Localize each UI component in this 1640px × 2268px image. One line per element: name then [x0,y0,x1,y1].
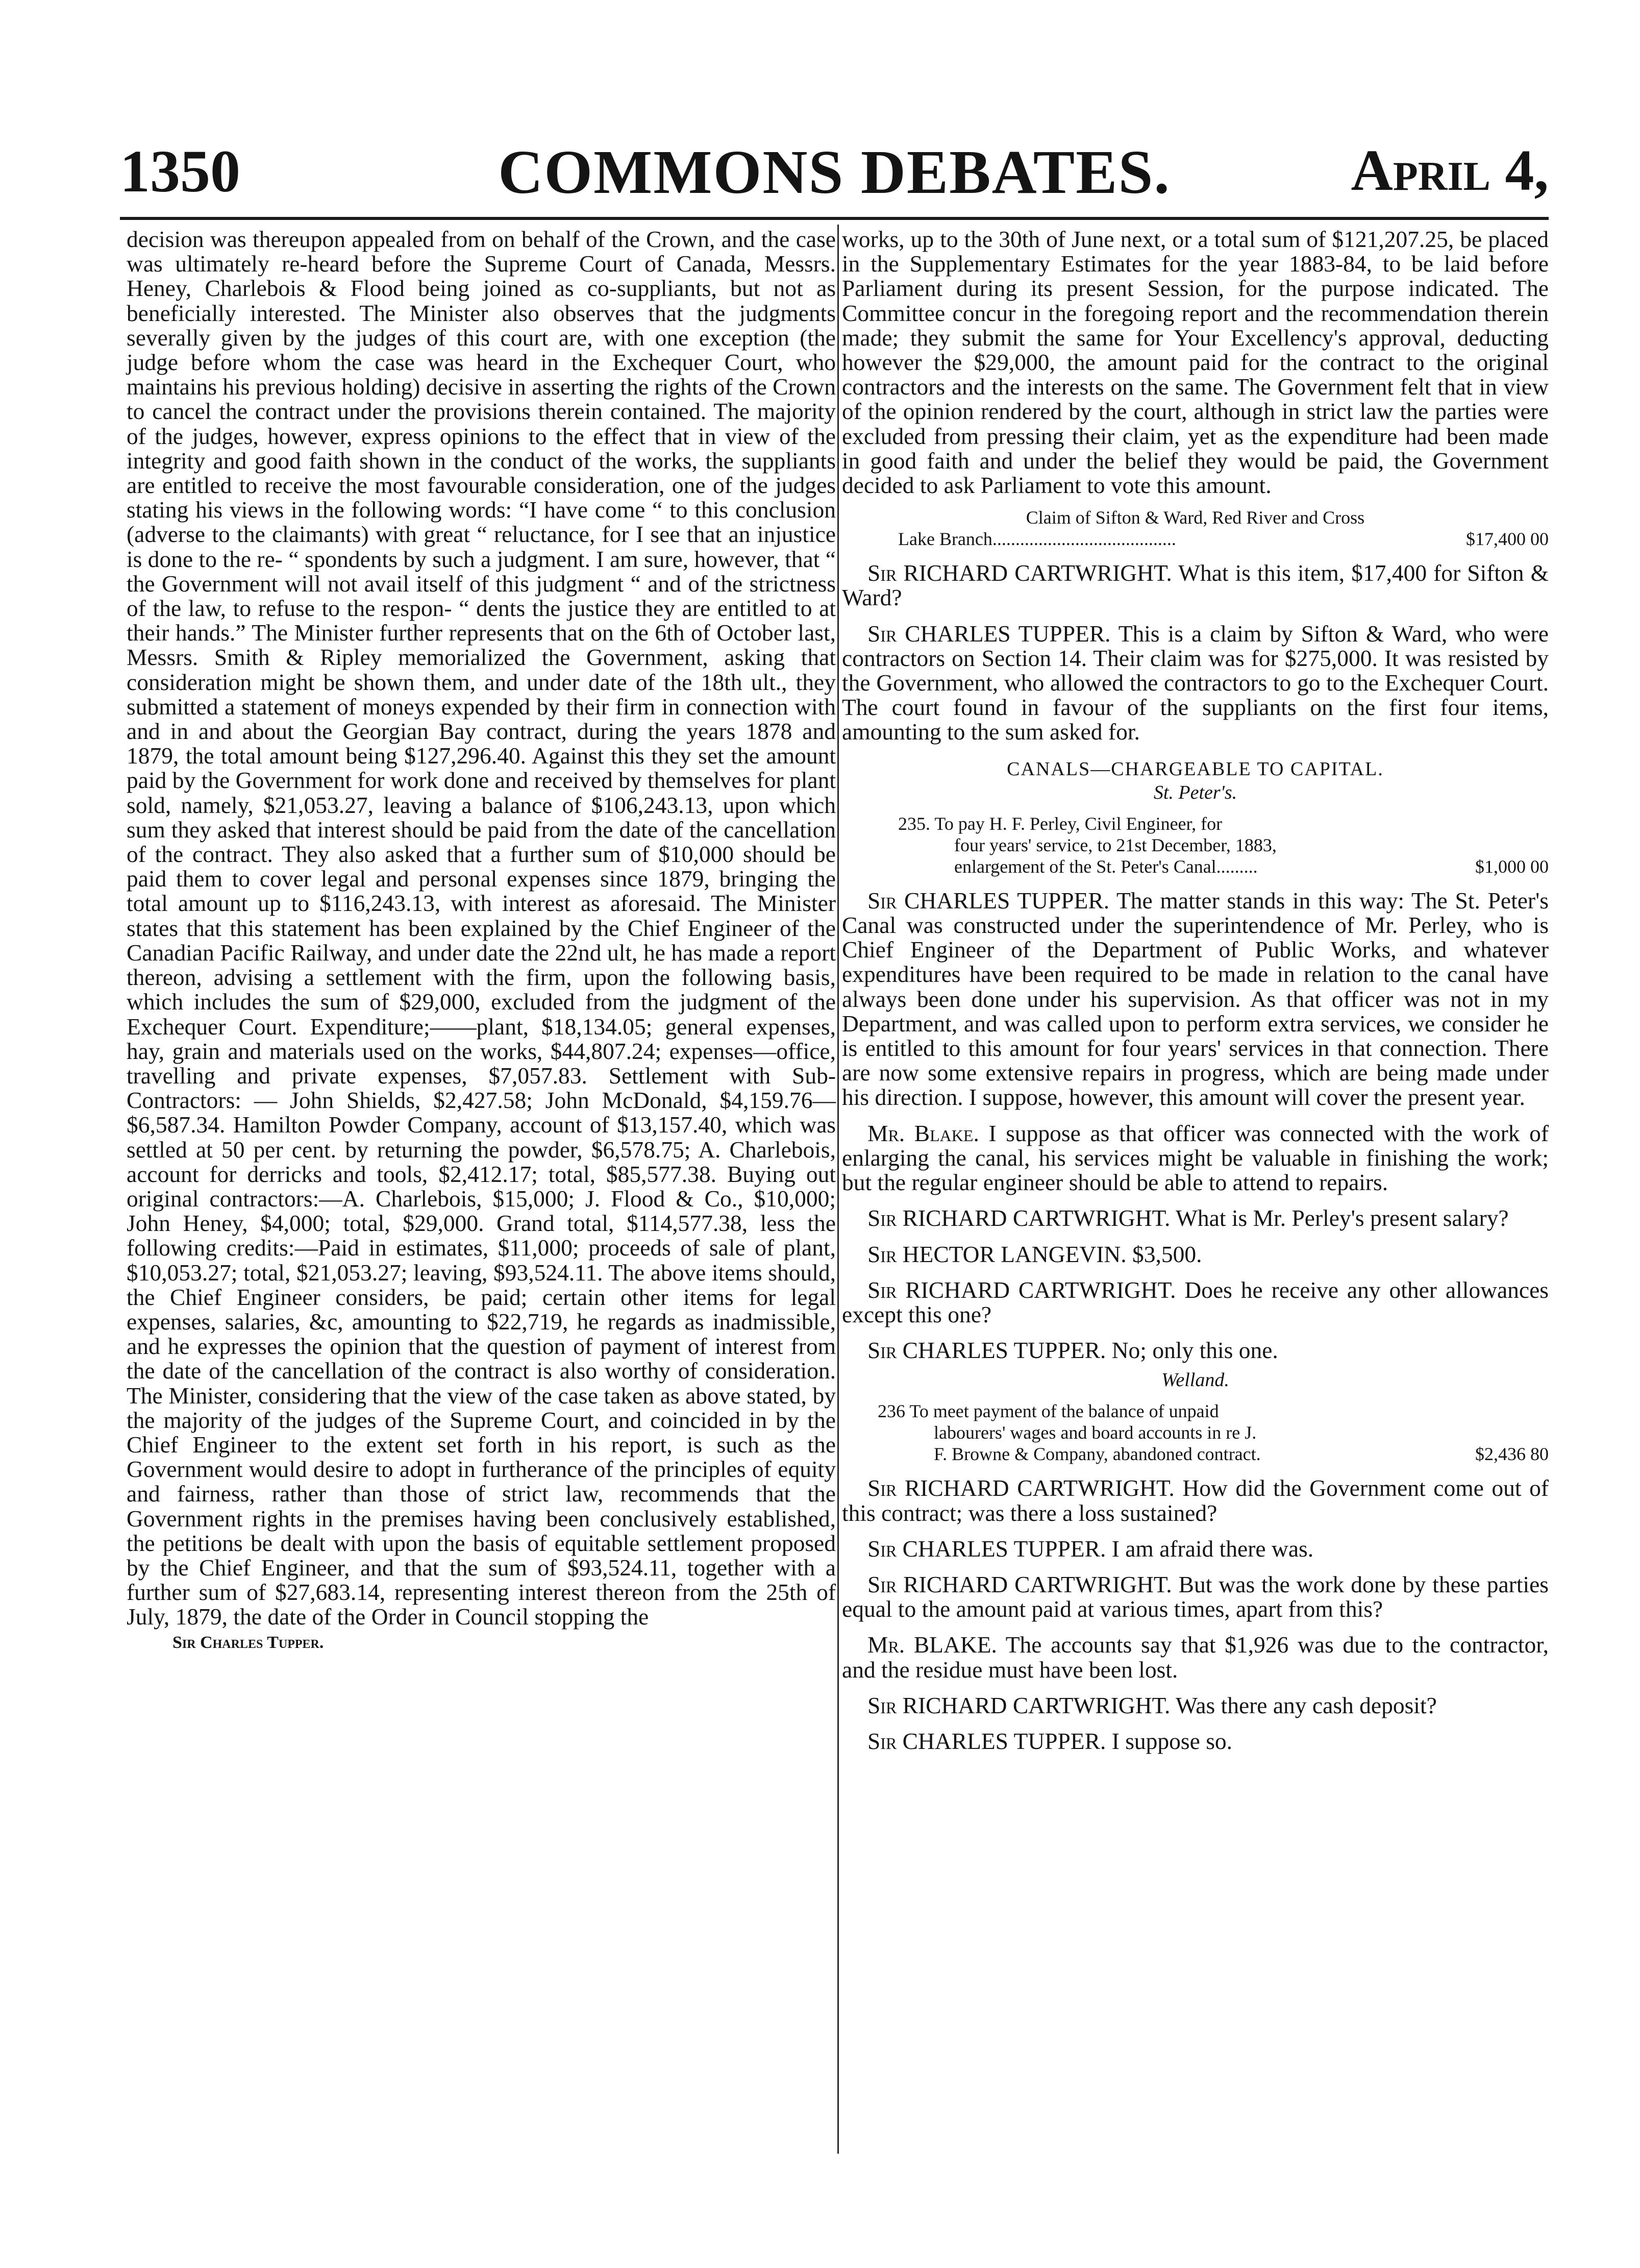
speech-text: What is this item, $17,400 for Sifton & Ward? [842,560,1549,611]
speech-text: Was there any cash deposit? [1175,1692,1437,1718]
signature-footnote: Sir Charles Tupper. [172,1633,324,1652]
speech [842,1121,1549,1195]
right-column [842,227,1549,1754]
speech [842,889,1549,1110]
speech-text: But was the work done by these parties equal to the amount paid at various times, apart from this? [842,1571,1549,1622]
page-number: 1350 [120,138,240,205]
speech-text: I suppose as that officer was connected with the work of enlarging the canal, his services might be valuable in finishing the work; but the regular engineer should be able to attend to repairs. [842,1120,1549,1196]
speaker-name: Mr. BLAKE. [867,1632,997,1658]
item-amount: $17,400 00 [1466,529,1549,550]
column-divider [837,225,839,2154]
speaker-name: Mr. Blake. [867,1120,979,1146]
speech [842,1206,1549,1230]
section-subheading: St. Peter's. [1153,781,1237,803]
speaker-name: Sir CHARLES TUPPER. [867,1337,1106,1364]
speech [842,1572,1549,1621]
speech [842,1278,1549,1327]
speaker-name: Sir HECTOR LANGEVIN. [867,1241,1127,1267]
speech-text: No; only this one. [1111,1337,1278,1364]
estimate-item-sifton-ward: Claim of Sifton & Ward, Red River and Cross Lake Branch........................................ $17,400 00 [898,507,1549,550]
speech [842,1338,1549,1363]
speech [842,1693,1549,1718]
speech-text: This is a claim by Sifton & Ward, who were contractors on Section 14. Their claim was for $275,000. It was resisted by the Government, who allowed the contractors to go to the Exchequer Court. The court found in favour of the suppliants on the first four items, amounting to the sum asked for. [842,620,1549,745]
speaker-name: Sir RICHARD CARTWRIGHT. [867,1571,1172,1597]
header-rule [120,217,1549,220]
speech [842,622,1549,745]
speaker-name: Sir CHARLES TUPPER. [867,887,1110,914]
speech-text: I am afraid there was. [1111,1535,1314,1562]
estimate-item-236: 236 To meet payment of the balance of unpaid labourers' wages and board accounts in re J. F. Browne & Company, abandoned contract. $2,436 80 [878,1401,1549,1465]
speech [842,1729,1549,1754]
speech-text: $3,500. [1132,1241,1202,1267]
speaker-name: Sir RICHARD CARTWRIGHT. [867,560,1172,586]
speaker-name: Sir CHARLES TUPPER. [867,620,1111,647]
speech-text: What is Mr. Perley's present salary? [1175,1205,1509,1231]
speech [842,561,1549,610]
left-body-text: decision was thereupon appealed from on behalf of the Crown, and the case was ultimately re-heard before the Supreme Court of Canada, Messrs. Heney, Charlebois & Flood being joined as co-suppliants, but not as beneficially interested. The Minister also observes that the judgments severally given by the judges of this court are, with one exception (the judge before whom the case was heard in the Exchequer Court, who maintains his previous holding) decisive in asserting the rights of the Crown to cancel the contract under the provisions therein contained. The majority of the judges, however, express opinions to the effect that in view of the integrity and good faith shown in the conduct of the works, the suppliants are entitled to receive the most favourable consideration, one of the judges stating his views in the following words: “I have come “ to this conclusion (adverse to the claimants) with great “ reluctance, for I see that an injustice is done to the re- “ spondents by such a judgment. I am sure, however, that “ the Government will not avail itself of this judgment “ and of the strictness of the law, to refuse to the respon- “ dents the justice they are entitled to at their hands.” The Minister further represents that on the 6th of October last, Messrs. Smith & Ripley memorialized the Government, asking that consideration might be shown them, and under date of the 18th ult., they submitted a statement of moneys expended by their firm in connection with and in and about the Georgian Bay contract, during the years 1878 and 1879, the total amount being $127,296.40. Against this they set the amount paid by the Government for work done and received by themselves for plant sold, namely, $21,053.27, leaving a balance of $106,243.13, upon which sum they asked that interest should be paid from the date of the cancellation of the contract. They also asked that a further sum of $10,000 should be paid them to cover legal and personal expenses since 1879, bringing the total amount up to $116,243.13, with interest as aforesaid. The Minister states that this statement has been explained by the Chief Engineer of the Canadian Pacific Railway, and under date the 22nd ult, he has made a report thereon, advising a settlement with the firm, upon the following basis, which includes the sum of $29,000, excluded from the judgment of the Exchequer Court. Expenditure;——plant, $18,134.05; general expenses, hay, grain and materials used on the works, $44,807.24; expenses—office, travelling and private expenses, $7,057.83. Settlement with Sub-Contractors: — John Shields, $2,427.58; John McDonald, $4,159.76—$6,587.34. Hamilton Powder Company, account of $13,157.40, which was settled at 50 per cent. by returning the powder, $6,578.75; A. Charlebois, account for derricks and tools, $2,412.17; total, $85,577.38. Buying out original contractors:—A. Charlebois, $15,000; J. Flood & Co., $10,000; John Heney, $4,000; total, $29,000. Grand total, $114,577.38, less the following credits:—Paid in estimates, $11,000; proceeds of sale of plant, $10,053.27; total, $21,053.27; leaving, $93,524.11. The above items should, the Chief Engineer considers, be paid; certain other items for legal expenses, salaries, &c, amounting to $22,719, he regards as inadmissible, and he expresses the opinion that the question of payment of interest from the date of the cancellation of the contract is also worthy of consideration. The Minister, considering that the view of the case taken as above stated, by the majority of the judges of the Supreme Court, and coincided in by the Chief Engineer to the extent set forth in his report, is such as the Government would desire to adopt in furtherance of the principles of equity and fairness, rather than those of strict law, recommends that the Government rights in the premises having been conclusively established, the petitions be dealt with upon the basis of equitable settlement proposed by the Chief Engineer, and that the sum of $93,524.11, together with a further sum of $27,683.14, representing interest thereon from the 25th of July, 1879, the date of the Order in Council stopping the [127,226,836,1630]
section-subheading: Welland. [1161,1369,1229,1391]
page-title: COMMONS DEBATES. [498,138,1171,207]
speech-text: The accounts say that $1,926 was due to the contractor, and the residue must have been lost. [842,1632,1549,1683]
speech-text: How did the Government come out of this contract; was there a loss sustained? [842,1475,1549,1526]
speaker-name: Sir RICHARD CARTWRIGHT. [867,1276,1176,1303]
item-amount: $2,436 80 [1475,1444,1549,1465]
page-header [120,137,1549,213]
left-column [127,227,836,1653]
speaker-name: Sir CHARLES TUPPER. [867,1728,1106,1754]
speaker-name: Sir RICHARD CARTWRIGHT. [867,1205,1171,1231]
section-heading: CANALS—CHARGEABLE TO CAPITAL. [1007,758,1384,780]
speech-text: The matter stands in this way: The St. Peter's Canal was constructed under the superintendence of Mr. Perley, who is Chief Engineer of the Department of Public Works, and whatever expenditures have been required to be made in relation to the canal have always been done under his supervision. As that officer was not in my Department, and was called upon to perform extra services, we consider he is entitled to this amount for four years' services in that connection. There are now some extensive repairs in progress, which are being made under his direction. I suppose, however, this amount will cover the present year. [842,887,1549,1111]
speech [842,1242,1549,1267]
page-date: April 4, [1351,138,1549,203]
speech [842,1476,1549,1525]
speaker-name: Sir RICHARD CARTWRIGHT. [867,1475,1175,1501]
speaker-name: Sir CHARLES TUPPER. [867,1535,1106,1562]
speech [842,1633,1549,1682]
speech-text: I suppose so. [1111,1728,1233,1754]
speaker-name: Sir RICHARD CARTWRIGHT. [867,1692,1171,1718]
speech [842,1537,1549,1561]
item-amount: $1,000 00 [1475,856,1549,877]
speech-text: Does he receive any other allowances except this one? [842,1276,1549,1327]
continued-paragraph: works, up to the 30th of June next, or a total sum of $121,207.25, be placed in the Supplementary Estimates for the year 1883-84, to be laid before Parliament during its present Session, for the purpose indicated. The Committee concur in the foregoing report and the recommendation therein made; they submit the same for Your Excellency's approval, deducting however the $29,000, the amount paid for the contract to the original contractors and the interests on the same. The Government felt that in view of the opinion rendered by the court, although in strict law the parties were excluded from pressing their claim, yet as the expenditure had been made in good faith and under the belief they would be paid, the Government decided to ask Parliament to vote this amount. [842,226,1549,499]
estimate-item-235: 235. To pay H. F. Perley, Civil Engineer, for four years' service, to 21st December, 1883, enlargement of the St. Peter's Canal......... $1,000 00 [898,813,1549,877]
